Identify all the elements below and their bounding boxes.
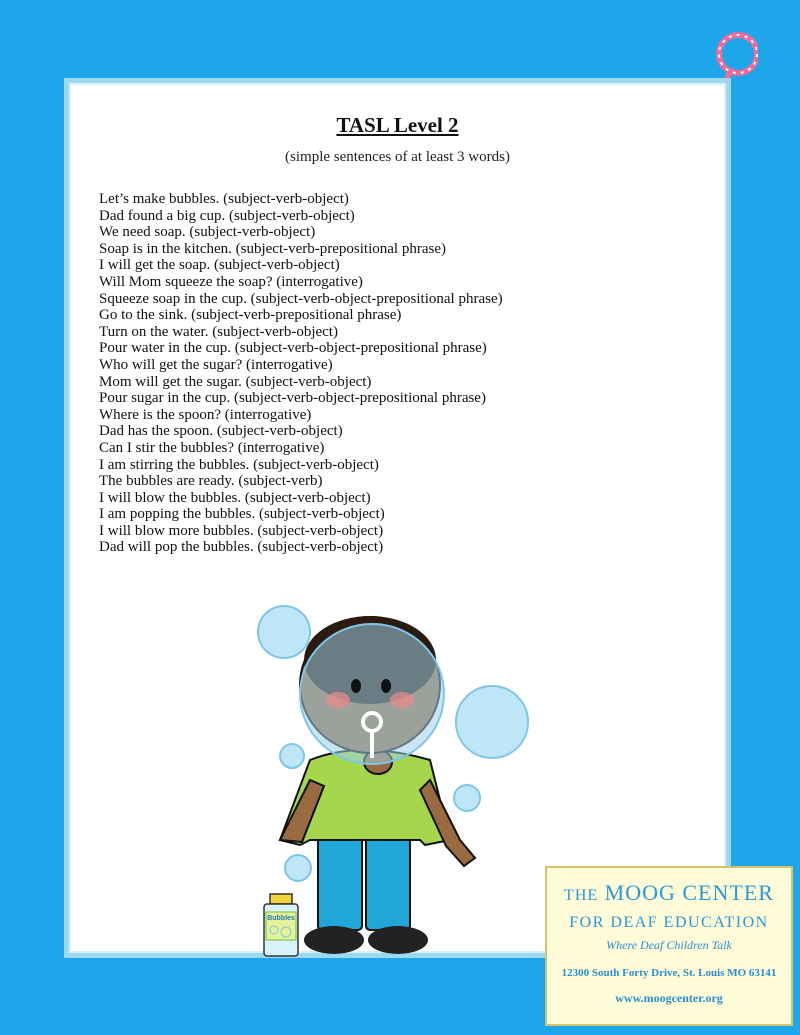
- logo-center-name: MOOG CENTER: [604, 880, 774, 905]
- bottle-label: Bubbles: [267, 915, 295, 922]
- sentence-item: Go to the sink. (subject-verb-prepositional phrase): [99, 307, 402, 324]
- moog-center-logo: [545, 866, 793, 1026]
- bubbles-bottle-icon: [258, 892, 304, 958]
- sentence-item: Dad has the spoon. (subject-verb-object): [99, 423, 343, 440]
- logo-subtitle: FOR DEAF EDUCATION: [569, 914, 769, 931]
- sentence-item: The bubbles are ready. (subject-verb): [99, 473, 323, 490]
- sentence-item: Squeeze soap in the cup. (subject-verb-object-prepositional phrase): [99, 290, 503, 307]
- page-subtitle: (simple sentences of at least 3 words): [285, 149, 510, 165]
- sentence-item: Soap is in the kitchen. (subject-verb-prepositional phrase): [99, 240, 446, 257]
- sentence-item: I will blow the bubbles. (subject-verb-object): [99, 489, 371, 506]
- sentence-item: Pour water in the cup. (subject-verb-object-prepositional phrase): [99, 340, 487, 357]
- sentence-item: Will Mom squeeze the soap? (interrogative): [99, 273, 363, 290]
- sentence-item: Let’s make bubbles. (subject-verb-object): [99, 191, 349, 207]
- sentence-item: Dad will pop the bubbles. (subject-verb-object): [99, 539, 384, 556]
- sentence-item: Pour sugar in the cup. (subject-verb-object-prepositional phrase): [99, 390, 486, 407]
- page-title: TASL Level 2: [336, 113, 459, 137]
- logo-name: [547, 880, 791, 906]
- logo-address: 12300 South Forty Drive, St. Louis MO 63141: [561, 967, 777, 979]
- sentence-item: Dad found a big cup. (subject-verb-object): [99, 207, 355, 224]
- sentence-item: Turn on the water. (subject-verb-object): [99, 323, 338, 340]
- sentence-list: [99, 191, 503, 556]
- logo-website[interactable]: www.moogcenter.org: [615, 991, 723, 1005]
- sentence-item: I will get the soap. (subject-verb-object): [99, 257, 340, 274]
- sentence-item: Who will get the sugar? (interrogative): [99, 356, 333, 373]
- sentence-item: We need soap. (subject-verb-object): [99, 224, 316, 241]
- sentence-item: I am popping the bubbles. (subject-verb-object): [99, 506, 385, 523]
- sentence-item: Mom will get the sugar. (subject-verb-object): [99, 373, 372, 390]
- sentence-item: I am stirring the bubbles. (subject-verb-object): [99, 456, 379, 473]
- sentence-item: Can I stir the bubbles? (interrogative): [99, 439, 325, 456]
- sentence-item: Where is the spoon? (interrogative): [99, 406, 312, 423]
- logo-the: THE: [564, 887, 599, 904]
- sentence-item: I will blow more bubbles. (subject-verb-object): [99, 522, 384, 539]
- logo-tagline: Where Deaf Children Talk: [606, 938, 732, 952]
